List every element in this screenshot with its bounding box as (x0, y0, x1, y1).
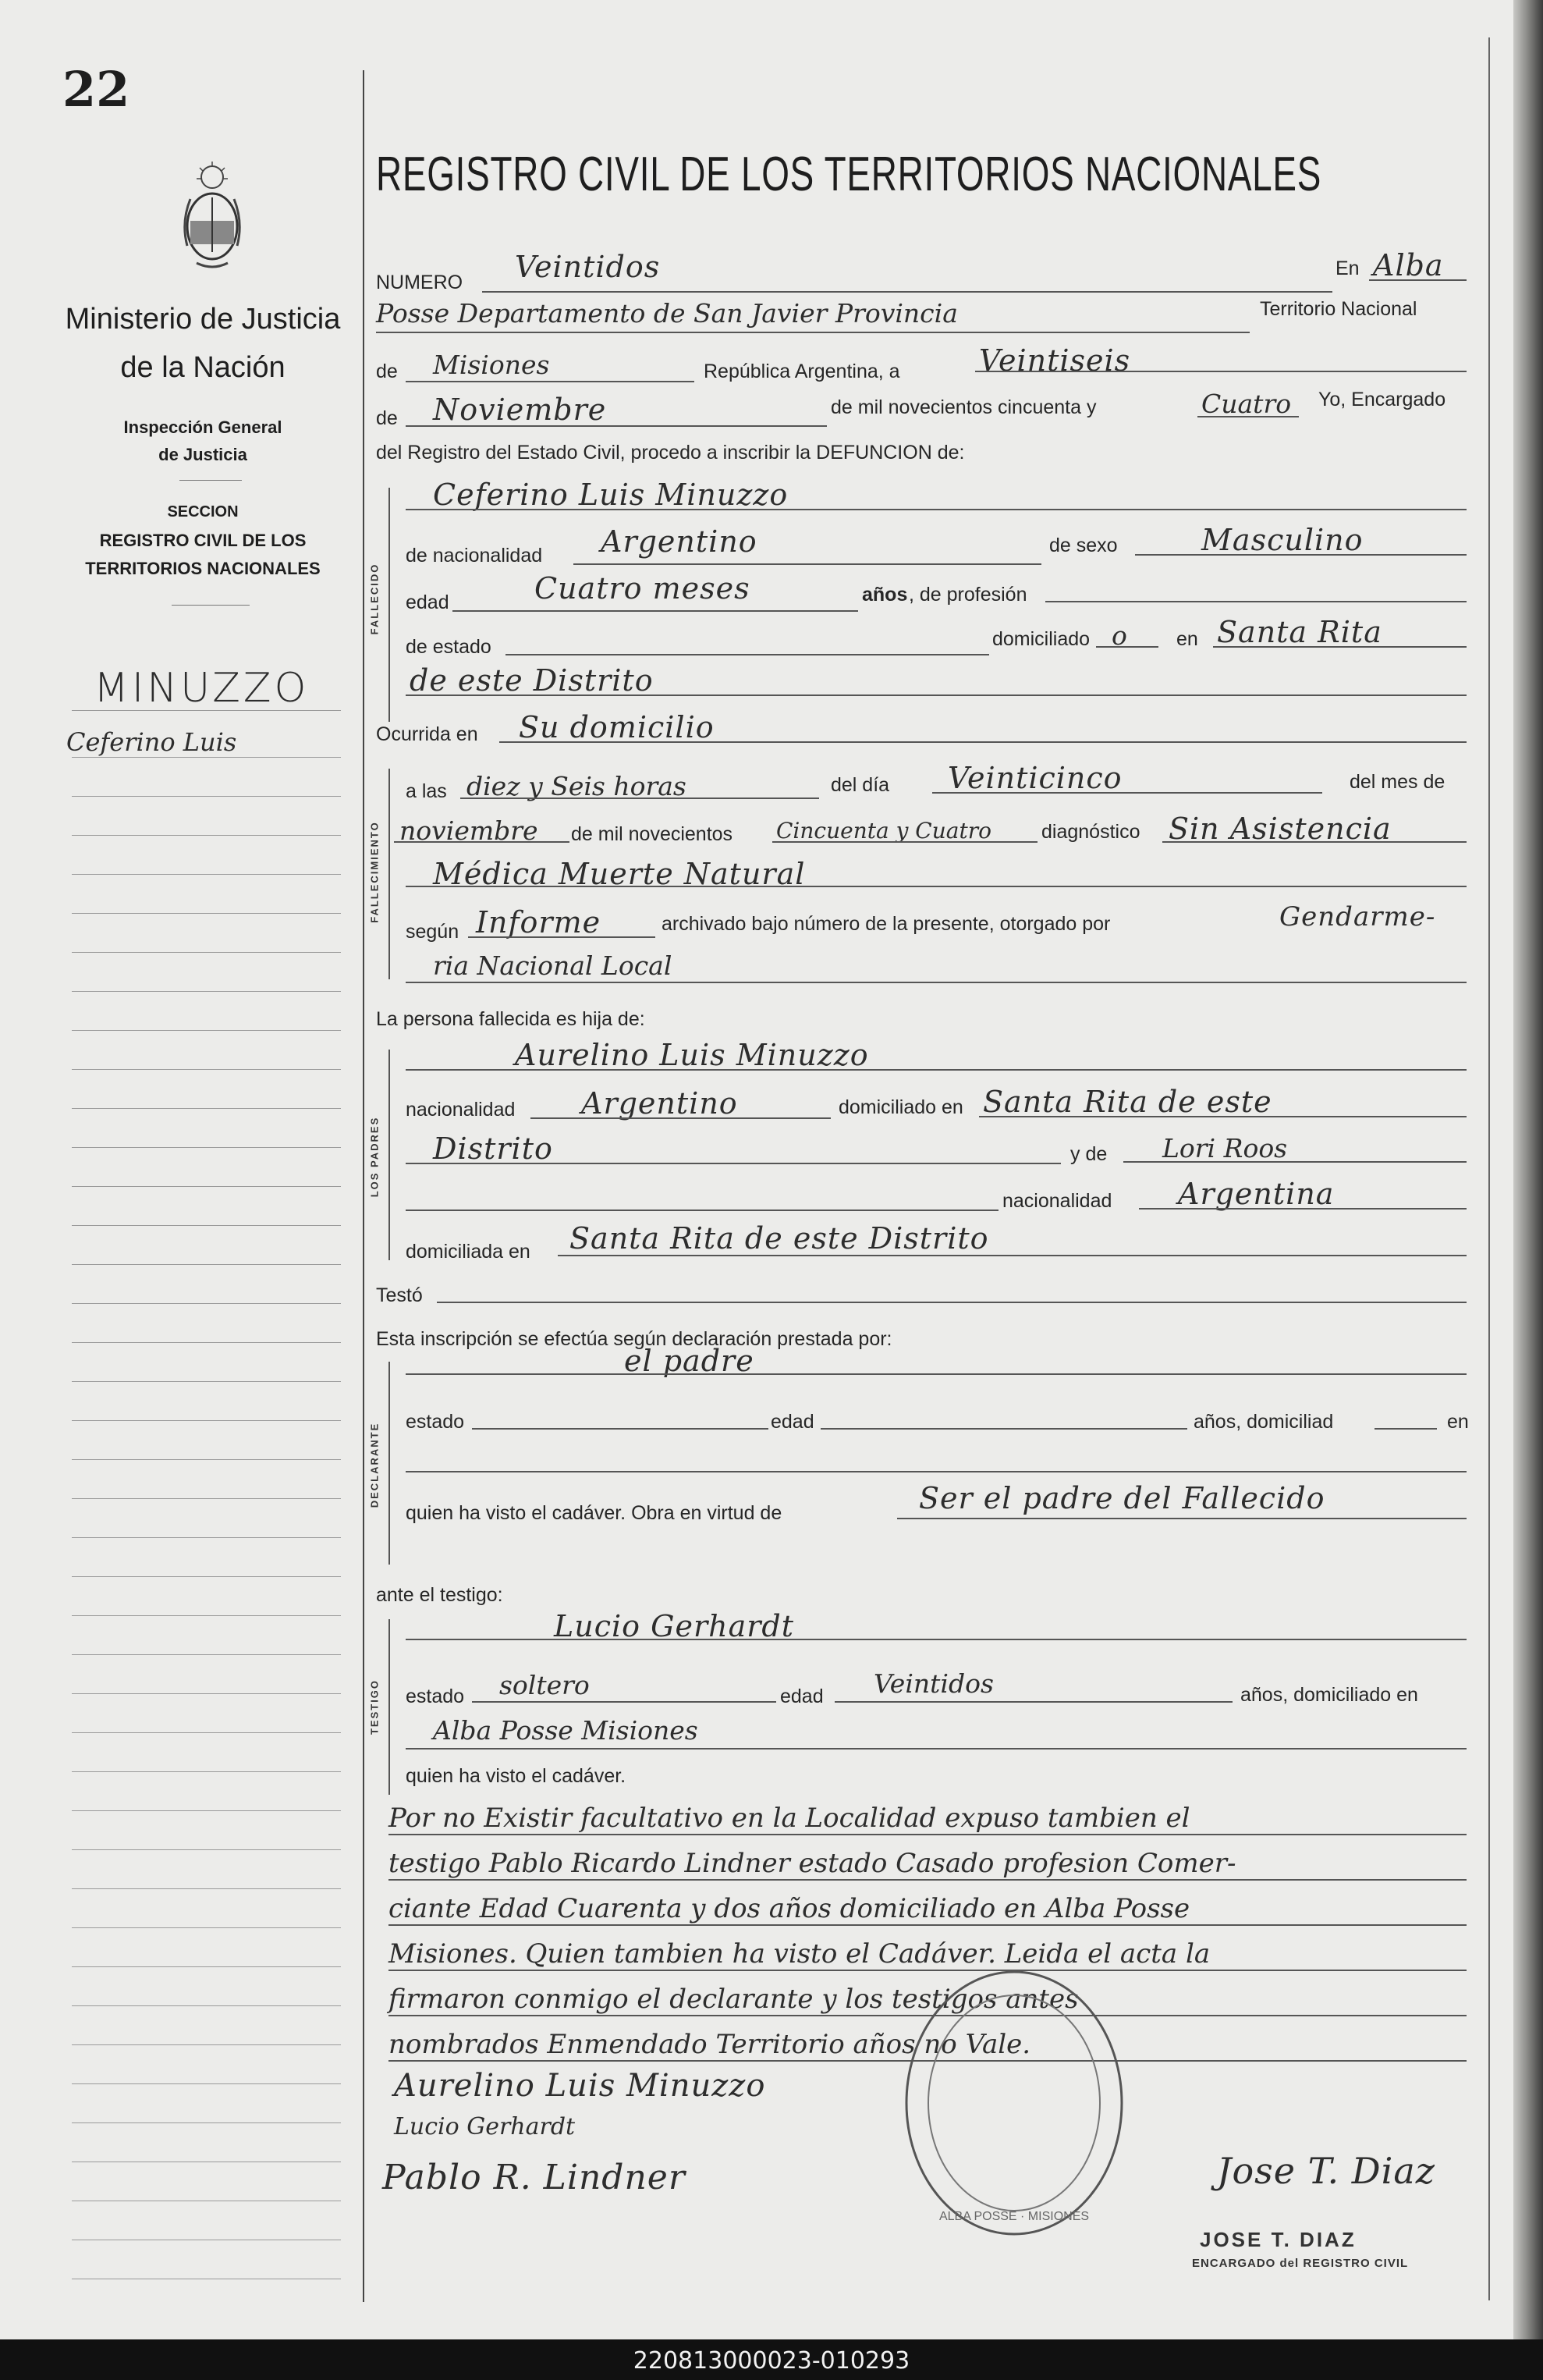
sidebar-given-names: Ceferino Luis (66, 727, 237, 757)
sexo-label: de sexo (1049, 535, 1118, 556)
testigo-visto-label: quien ha visto el cadáver. (406, 1765, 626, 1787)
fallecimiento-year-value: Cincuenta y Cuatro (776, 818, 991, 844)
otorgado-value2: ria Nacional Local (433, 950, 672, 981)
hour-value: diez y Seis horas (466, 771, 686, 801)
estado-label: de estado (406, 636, 491, 658)
declarante-section-label: DECLARANTE (368, 1422, 381, 1508)
mother-nacionalidad: Argentina (1178, 1177, 1335, 1211)
year-label: de mil novecientos cincuenta y (831, 396, 1097, 418)
de-label-2: de (376, 407, 398, 429)
ocurrida-label: Ocurrida en (376, 723, 478, 745)
mes-label: del mes de (1350, 771, 1445, 793)
edad-value: Cuatro meses (534, 571, 750, 606)
testigo-domicilio-value: Alba Posse Misiones (433, 1715, 698, 1746)
nacionalidad-label: de nacionalidad (406, 545, 543, 567)
father-domicilio2: Distrito (433, 1131, 553, 1166)
declarante-en-label: en (1447, 1411, 1469, 1433)
father-name: Aurelino Luis Minuzzo (515, 1038, 869, 1072)
padres-section-label: LOS PADRES (368, 1116, 381, 1198)
yo-label: Yo, Encargado (1318, 389, 1446, 410)
page-edge (1513, 0, 1543, 2341)
padres-intro: La persona fallecida es hija de: (376, 1008, 645, 1030)
place-value: Posse Departamento de San Javier Provincia (376, 298, 958, 329)
ministry-line1: Ministerio de Justicia (65, 303, 341, 336)
declarante-visto-label: quien ha visto el cadáver. Obra en virtud de (406, 1502, 782, 1524)
fallecimiento-section-label: FALLECIMIENTO (368, 821, 381, 923)
signature-witness: Lucio Gerhardt (394, 2113, 576, 2140)
margin-rule (363, 70, 364, 2302)
segun-label: según (406, 921, 459, 943)
domicilio-value: Santa Rita (1217, 615, 1382, 649)
sexo-value: Masculino (1201, 523, 1364, 557)
declarante-edad-label: edad (771, 1411, 814, 1433)
inspection-line1: Inspección General (123, 417, 282, 437)
declarante-intro: Esta inscripción se efectúa según declaración prestada por: (376, 1328, 892, 1350)
mother-nacionalidad-label: nacionalidad (1002, 1190, 1112, 1212)
domiciliado-label: domiciliado en (839, 1096, 963, 1118)
month-value: Noviembre (433, 393, 607, 427)
section-line2: REGISTRO CIVIL DE LOS (99, 531, 307, 550)
testo-label: Testó (376, 1284, 423, 1306)
registry-title: REGISTRO CIVIL DE LOS TERRITORIOS NACIONALES (376, 147, 1322, 201)
official-name: JOSE T. DIAZ (1200, 2228, 1357, 2251)
testigo-estado-value: soltero (499, 1670, 590, 1700)
declarante-name: el padre (624, 1344, 754, 1378)
testigo-name: Lucio Gerhardt (554, 1609, 794, 1643)
fallecido-en-label: en (1176, 628, 1198, 650)
anos-label: años (862, 584, 908, 606)
testigo-anos-label: años, domiciliado en (1240, 1684, 1418, 1706)
father-nacionalidad-label: nacionalidad (406, 1099, 516, 1121)
testigo-estado-label: estado (406, 1686, 465, 1707)
territorio-label: Territorio Nacional (1260, 298, 1417, 320)
domicilio-value2: de este Distrito (410, 663, 654, 698)
testigo-edad-value: Veintidos (874, 1668, 994, 1699)
archivado-label: archivado bajo número de la presente, otorgado por (662, 913, 1111, 935)
registry-seal-icon (897, 1963, 1131, 2243)
observacion-line: ciante Edad Cuarenta y dos años domiciliado en Alba Posse (388, 1893, 1190, 1924)
observacion-line: Por no Existir facultativo en la Localidad expuso tambien el (388, 1803, 1190, 1834)
section-line1: SECCION (167, 503, 239, 520)
observacion-line: nombrados Enmendado Territorio años no Vale. (388, 2029, 1031, 2060)
image-id-label: 220813000023-010293 (633, 2347, 910, 2375)
en-value: Alba (1373, 248, 1444, 282)
day-value: Veintiseis (979, 343, 1131, 378)
testigo-section-label: TESTIGO (368, 1678, 381, 1735)
en-label: En (1335, 258, 1360, 279)
profesion-label: , de profesión (909, 584, 1027, 606)
declarante-visto-value: Ser el padre del Fallecido (919, 1481, 1325, 1515)
official-signature: Jose T. Diaz (1217, 2150, 1436, 2192)
province-value: Misiones (433, 350, 550, 380)
diagnostico-value2: Médica Muerte Natural (433, 857, 806, 891)
diagnostico-label: diagnóstico (1041, 821, 1140, 843)
republica-label: República Argentina, a (704, 361, 900, 382)
father-nacionalidad: Argentino (581, 1086, 738, 1121)
domicilio-label: domiciliado (992, 628, 1091, 650)
fallecido-name: Ceferino Luis Minuzzo (433, 478, 789, 512)
ocurrida-value: Su domicilio (519, 710, 715, 744)
mother-name: Lori Roos (1162, 1133, 1288, 1163)
year-value: Cuatro (1201, 389, 1292, 419)
fallecido-section-label: FALLECIDO (368, 563, 381, 635)
ministry-line2: de la Nación (120, 351, 286, 384)
domicilio-suffix: o (1112, 620, 1127, 651)
y-de-label: y de (1070, 1143, 1108, 1165)
section-line3: TERRITORIOS NACIONALES (85, 559, 321, 578)
testigo-edad-label: edad (780, 1686, 824, 1707)
seal-text: ALBA POSSE · MISIONES (938, 2210, 1090, 2223)
page-number: 22 (62, 61, 130, 118)
dia-label: del día (831, 774, 890, 796)
signature-second-witness: Pablo R. Lindner (382, 2158, 686, 2197)
fallecimiento-day-value: Veinticinco (948, 761, 1123, 795)
observacion-line: firmaron conmigo el declarante y los testigos antes (388, 1984, 1079, 2015)
coat-of-arms-icon (173, 160, 251, 277)
segun-value: Informe (476, 905, 601, 940)
declarante-anos-label: años, domiciliad (1194, 1411, 1334, 1433)
right-rule (1488, 37, 1490, 2300)
domiciliada-label: domiciliada en (406, 1241, 530, 1263)
diagnostico-value: Sin Asistencia (1169, 812, 1392, 846)
declarante-estado-label: estado (406, 1411, 465, 1433)
testigo-intro: ante el testigo: (376, 1584, 503, 1606)
registry-line: del Registro del Estado Civil, procedo a inscribir la DEFUNCION de: (376, 442, 965, 464)
numero-label: NUMERO (376, 272, 463, 293)
fallecimiento-month-value: noviembre (399, 815, 538, 846)
official-title: ENCARGADO del REGISTRO CIVIL (1192, 2257, 1409, 2270)
observacion-line: testigo Pablo Ricardo Lindner estado Casado profesion Comer- (388, 1848, 1236, 1879)
father-domicilio: Santa Rita de este (983, 1085, 1272, 1119)
sidebar-surname: MINUZZO (94, 665, 310, 712)
signature-father: Aurelino Luis Minuzzo (394, 2068, 766, 2104)
numero-value: Veintidos (515, 250, 661, 284)
inspection-line2: de Justicia (158, 445, 247, 464)
edad-label: edad (406, 591, 449, 613)
observacion-line: Misiones. Quien tambien ha visto el Cadáver. Leida el acta la (388, 1938, 1211, 1970)
mother-domicilio: Santa Rita de este Distrito (569, 1221, 989, 1256)
otorgado-value: Gendarme- (1279, 901, 1436, 932)
las-label: a las (406, 780, 447, 802)
nacionalidad-value: Argentino (601, 524, 757, 559)
fallecimiento-year-label: de mil novecientos (571, 823, 733, 845)
de-label-1: de (376, 361, 398, 382)
